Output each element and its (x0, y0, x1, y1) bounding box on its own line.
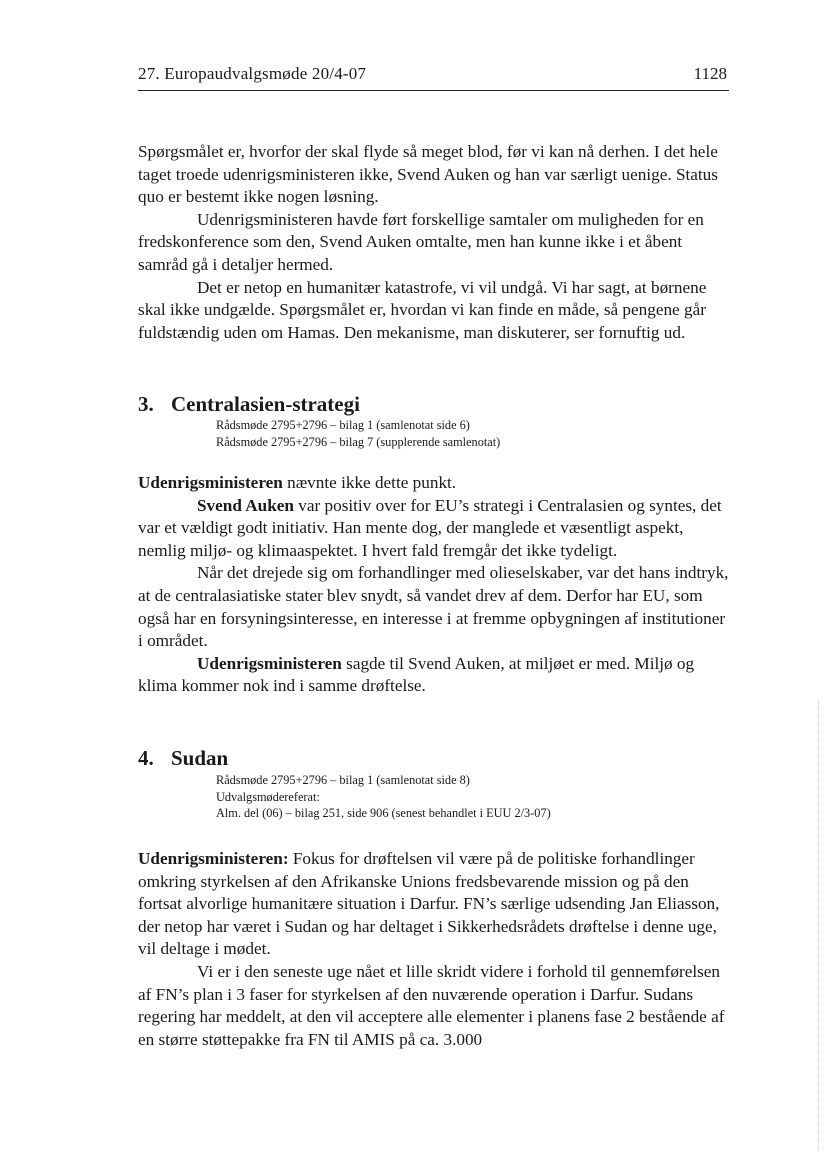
header-title: 27. Europaudvalgsmøde 20/4-07 (138, 64, 367, 83)
paragraph: Det er netop en humanitær katastrofe, vi vil undgå. Vi har sagt, at børnene skal ikke undgælde. Spørgsmålet er, hvordan vi kan finde en måde, så pengene går fuldstændig uden om Hamas. Den mekanisme, man diskuterer, ser fornuftig ud. (138, 277, 707, 342)
paragraph: Spørgsmålet er, hvorfor der skal flyde så meget blod, før vi kan nå derhen. I det hele taget troede udenrigsministeren ikke, Svend Auken og han var særligt uenige. Status quo er bestemt ikke nogen løsning. (138, 142, 718, 207)
speaker-name: Udenrigsministeren (197, 653, 342, 673)
reference-line: Rådsmøde 2795+2796 – bilag 1 (samlenotat side 6) (216, 418, 470, 432)
section-3-body (138, 472, 730, 698)
section-4-references (216, 772, 551, 822)
section-number: 4. (138, 746, 154, 770)
paragraph-text: Fokus for drøftelsen vil være på de politiske forhandlinger omkring styrkelsen af den Afrikanske Unions fredsbevarende mission og på den fortsat alvorlige humanitære situation i Darfur. FN’s særlige udsending Jan Eliasson, der netop har været i Sudan og har deltaget i Sikkerhedsrådets drøftelse i denne uge, vil deltage i mødet. (138, 849, 720, 959)
section-title: Centralasien-strategi (171, 392, 360, 416)
paragraph: Når det drejede sig om forhandlinger med olieselskaber, var det hans indtryk, at de centralasiatiske stater blev snydt, så vandet drev af dem. Derfor har EU, som også har en forsyningsinteresse, en interesse i at fremme opbygningen af institutioner i området. (138, 563, 729, 651)
reference-line: Rådsmøde 2795+2796 – bilag 1 (samlenotat side 8) (216, 773, 470, 787)
paragraph-text: var positiv over for EU’s strategi i Centralasien og syntes, det var et vældigt godt initiativ. Han mente dog, der manglede et væsentligt aspekt, nemlig miljø- og klimaaspektet. I hvert fald fremgår det ikke tydeligt. (138, 495, 722, 560)
reference-line: Rådsmøde 2795+2796 – bilag 7 (supplerende samlenotat) (216, 434, 501, 449)
paragraph (138, 848, 730, 961)
section-4-heading (138, 746, 228, 771)
paragraph (138, 653, 730, 698)
paragraph: Vi er i den seneste uge nået et lille skridt videre i forhold til gennemførelsen af FN’s plan i 3 faser for styrkelsen af den nuværende operation i Darfur. Sudans regering har meddelt, at den vil acceptere alle elementer i planens fase 2 bestående af en større støttepakke fra FN til AMIS på ca. 3.000 (138, 961, 725, 1049)
section-title: Sudan (171, 746, 229, 770)
paragraph-text: sagde til Svend Auken, at miljøet er med. Miljø og klima kommer nok ind i samme drøftelse. (138, 653, 695, 696)
section-4-body (138, 848, 730, 1051)
speaker-name: Udenrigsministeren (138, 473, 283, 492)
page-number: 1128 (693, 64, 727, 83)
speaker-name: Udenrigsministeren: (138, 849, 289, 868)
scan-edge-mark (817, 700, 819, 1150)
paragraph (138, 472, 730, 495)
section-3-heading (138, 392, 360, 417)
reference-line: Alm. del (06) – bilag 251, side 906 (senest behandlet i EUU 2/3-07) (216, 806, 551, 821)
reference-line: Udvalgsmødereferat: (216, 789, 320, 804)
section-number: 3. (138, 392, 154, 416)
speaker-name: Svend Auken (197, 495, 294, 515)
paragraph (138, 495, 730, 563)
paragraph-text: nævnte ikke dette punkt. (282, 473, 457, 492)
paragraph: Udenrigsministeren havde ført forskellige samtaler om muligheden for en fredskonference som den, Svend Auken omtalte, men han kunne ikke i et åbent samråd gå i detaljer hermed. (138, 209, 704, 274)
intro-block (138, 141, 730, 344)
page-header (138, 60, 729, 91)
section-3-references (216, 417, 500, 450)
